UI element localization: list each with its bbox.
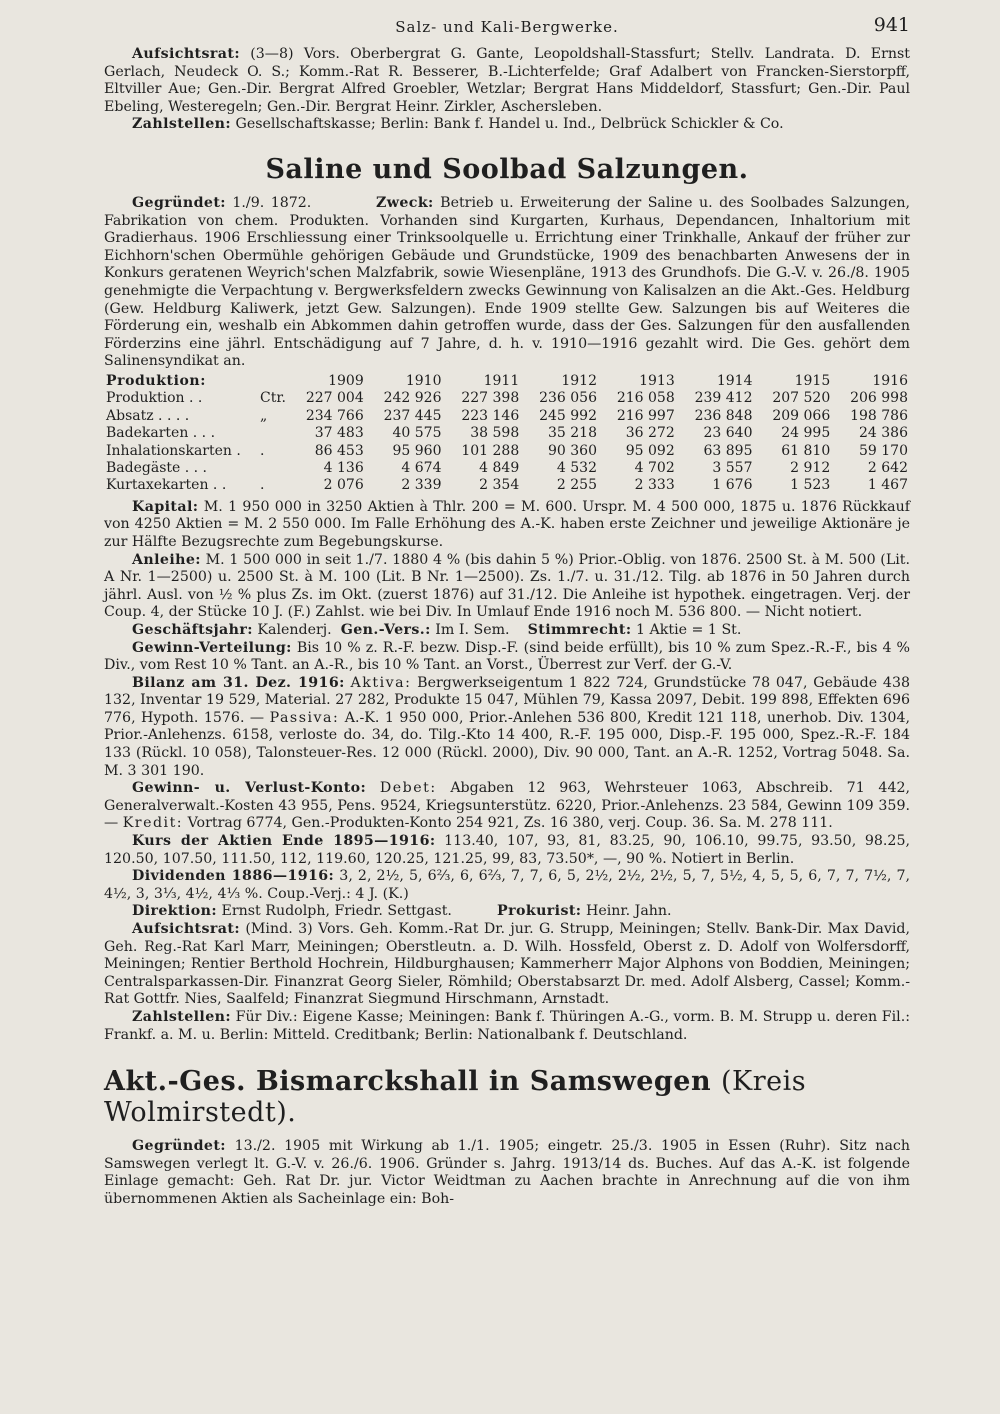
row-label: Produktion . .: [106, 390, 203, 407]
table-cell: 35 218: [548, 425, 597, 442]
table-cell: 2 255: [556, 477, 597, 494]
row-label: Badekarten . . .: [106, 425, 216, 442]
kapital-label: Kapital:: [132, 498, 199, 515]
kurs-label: Kurs der Aktien Ende 1895—1916:: [132, 833, 436, 850]
table-row: [104, 408, 910, 425]
prokurist-label: Prokurist:: [497, 903, 582, 920]
bismarck-gegruendet-paragraph: [104, 1138, 910, 1208]
table-cell: 237 445: [383, 407, 442, 424]
table-cell: 24 995: [781, 425, 831, 442]
table-cell: 36 272: [625, 425, 675, 442]
guv-paragraph: [104, 780, 910, 833]
bismarck-gegruendet-label: Gegründet:: [132, 1138, 226, 1155]
table-cell: 4 849: [479, 459, 520, 476]
table-cell: 23 640: [703, 425, 753, 442]
year-header: 1909: [328, 372, 364, 389]
anleihe-label: Anleihe:: [132, 551, 201, 568]
prev-zahlstellen-text: Gesellschaftskasse; Berlin: Bank f. Handel u. Ind., Delbrück Schickler & Co.: [235, 116, 784, 133]
zahlstellen-paragraph: [104, 1009, 910, 1044]
row-label: Absatz . . . .: [106, 407, 190, 424]
kredit-text: Vortrag 6774, Gen.-Produkten-Konto 254 921, Zs. 16 380, verj. Coup. 36. Sa. M. 278 111.: [187, 815, 833, 832]
gewinnverteilung-label: Gewinn-Verteilung:: [132, 639, 292, 656]
bilanz-label: Bilanz am 31. Dez. 1916:: [132, 674, 345, 691]
table-cell: 63 895: [703, 442, 753, 459]
table-row: [104, 425, 910, 442]
kurs-paragraph: [104, 833, 910, 868]
table-cell: 223 146: [461, 407, 520, 424]
anleihe-text: M. 1 500 000 in seit 1./7. 1880 4 % (bis dahin 5 %) Prior.-Oblig. von 1876. 2500 St. à M. 500 (Lit. A Nr. 1—2500) u. 2500 St. à M. 100 (Lit. B Nr. 1—2500). Zs. 1./7. u. 31./12. Tilg. ab 1876 in 50 Jahren durch jährl. Ausl. von ½ % plus Zs. im Okt. (zuerst 1876) auf 31./12. Die Anleihe ist hypothek. eingetragen. Verj. der Coup. 4, der Stücke 10 J. (F.) Zahlst. wie bei Div. In Umlauf Ende 1916 noch M. 536 800. — Nicht notiert.: [104, 551, 910, 621]
bismarckshall-entry: [104, 1066, 910, 1208]
table-cell: 1 676: [712, 477, 753, 494]
table-cell: 216 058: [616, 390, 675, 407]
saline-gegruendet-zweck: [104, 195, 910, 371]
table-cell: 95 092: [625, 442, 675, 459]
table-cell: 24 386: [859, 425, 908, 442]
table-cell: 2 354: [479, 477, 520, 494]
table-cell: 209 066: [772, 407, 831, 424]
table-row: [104, 443, 910, 460]
direktion-label: Direktion:: [132, 903, 217, 920]
row-unit: „: [260, 407, 268, 424]
aufsichtsrat-label: Aufsichtsrat:: [132, 921, 240, 937]
table-cell: 234 766: [305, 407, 364, 424]
row-unit: [258, 460, 288, 477]
prev-aufsichtsrat-paragraph: [104, 46, 910, 116]
table-cell: 2 333: [634, 477, 675, 494]
bismarckshall-title: [104, 1066, 910, 1128]
production-table: [104, 373, 910, 495]
table-cell: 207 520: [772, 390, 831, 407]
zahlstellen-label: Zahlstellen:: [132, 1008, 231, 1025]
production-header-row: [104, 373, 910, 390]
table-row: [104, 460, 910, 477]
kapital-text: M. 1 950 000 in 3250 Aktien à Thlr. 200 = M. 600. Urspr. M. 4 500 000, 1875 u. 1876 Rückkauf von 4250 Aktien = M. 2 550 000. Im Falle Erhöhung des A.-K. haben erste Zeichner und jeweilige Aktionäre je zur Hälfte Bezugsrechte zum Begebungskurse.: [104, 498, 910, 550]
prokurist-value: Heinr. Jahn.: [585, 903, 672, 920]
direktion-paragraph: [104, 903, 910, 921]
table-cell: 95 960: [392, 442, 442, 459]
row-label: Kurtaxekarten . .: [106, 477, 227, 494]
bismarck-gegruendet-text: 13./2. 1905 mit Wirkung ab 1./1. 1905; eingetr. 25./3. 1905 in Essen (Ruhr). Sitz nach Samswegen verlegt lt. G.-V. v. 26./6. 1906. Gründer s. Jahrg. 1913/14 ds. Buches. Auf das A.-K. ist folgende Einlage gemacht: Geh. Rat Dr. jur. Victor Weidtman zu Aachen brachte in Anrechnung auf die von ihm übernommenen Aktien als Sacheinlage ein: Boh-: [104, 1138, 910, 1207]
saline-title: Saline und Soolbad Salzungen.: [265, 153, 749, 185]
prev-aufsichtsrat-text: (3—8) Vors. Oberbergrat G. Gante, Leopoldshall-Stassfurt; Stellv. Landrata. D. Ernst Gerlach, Neudeck O. S.; Komm.-Rat R. Besserer, B.-Lichterfelde; Graf Adalbert von Francken-Sierstorpff, Eltviller Aue; Gen.-Dir. Bergrat Alfred Groebler, Wetzlar; Bergrat Hans Middeldorf, Stassfurt; Gen.-Dir. Paul Ebeling, Westeregeln; Gen.-Dir. Bergrat Heinr. Zirkler, Aschersleben.: [104, 46, 910, 115]
row-unit: Ctr.: [260, 390, 286, 407]
table-cell: 2 912: [790, 459, 831, 476]
aktiva-label: Aktiva:: [350, 674, 412, 691]
stimmrecht-label: Stimmrecht:: [527, 621, 632, 638]
dividenden-label: Dividenden 1886—1916:: [132, 868, 335, 885]
bismarckshall-title-main: Akt.-Ges. Bismarckshall in Samswegen: [104, 1066, 712, 1098]
gewinnverteilung-paragraph: [104, 640, 910, 675]
passiva-text: A.-K. 1 950 000, Prior.-Anlehen 536 800, Kredit 121 118, unerhob. Div. 1304, Prior.-Anlehenzs. 6158, verloste do. 34, do. Tilg.-Kto 14 400, R.-F. 195 000, Disp.-F. 195 000, Spez.-R.-F. 184 133 (Rückl. 10 058), Talonsteuer-Res. 12 000 (Rückl. 2000), Div. 90 000, Tant. an A.-R. 1252, Vortrag 5048. Sa. M. 3 301 190.: [104, 709, 910, 779]
table-cell: 90 360: [548, 442, 597, 459]
year-header: 1912: [561, 372, 597, 389]
table-cell: 236 056: [539, 390, 597, 407]
gewinnverteilung-text: Bis 10 % z. R.-F. bezw. Disp.-F. (sind beide erfüllt), bis 10 % zum Spez.-R.-F., bis 4 % Div., vom Rest 10 % Tant. an A.-R., bis 10 % Tant. an Vorst., Überrest zur Verf. der G.-V.: [104, 639, 910, 674]
previous-entry-tail: [104, 46, 910, 134]
table-cell: 3 557: [712, 459, 753, 476]
passiva-label: Passiva:: [269, 709, 340, 726]
table-cell: 4 674: [401, 459, 442, 476]
year-header: 1916: [872, 372, 908, 389]
table-cell: 206 998: [850, 390, 908, 407]
kurs-text: 113.40, 107, 93, 81, 83.25, 90, 106.10, 99.75, 93.50, 98.25, 120.50, 107.50, 111.50, 112, 119.60, 120.25, 121.25, 99, 83, 73.50*, —, 90 %. Notiert in Berlin.: [104, 833, 910, 867]
genvers-label: Gen.-Vers.:: [340, 621, 431, 638]
row-unit: .: [260, 477, 265, 494]
table-cell: 236 848: [694, 407, 753, 424]
year-header: 1914: [716, 372, 753, 389]
table-cell: 2 076: [323, 477, 364, 494]
debet-label: Debet:: [379, 780, 437, 797]
table-cell: 4 532: [556, 459, 597, 476]
row-label: Badegäste . . .: [106, 459, 207, 476]
row-label: Inhalationskarten .: [106, 442, 241, 459]
table-cell: 239 412: [694, 390, 753, 407]
table-cell: 2 642: [867, 459, 908, 476]
dividenden-paragraph: [104, 868, 910, 903]
table-cell: 59 170: [859, 442, 908, 459]
bilanz-paragraph: [104, 675, 910, 781]
table-row: [104, 390, 910, 407]
saline-entry: [104, 154, 910, 1044]
anleihe-paragraph: [104, 552, 910, 622]
running-header: [104, 10, 910, 46]
table-cell: 101 288: [461, 442, 520, 459]
table-cell: 86 453: [314, 442, 364, 459]
debet-text: Abgaben 12 963, Wehrsteuer 1063, Abschreib. 71 442, Generalverwalt.-Kosten 43 955, Pens. 9524, Kriegsunterstütz. 6220, Prior.-Anlehenzs. 23 584, Gewinn 109 359. —: [104, 780, 911, 832]
row-unit: .: [260, 442, 265, 459]
table-cell: 1 467: [867, 477, 908, 494]
prev-zahlstellen-label: Zahlstellen:: [132, 116, 231, 133]
table-cell: 216 997: [616, 407, 675, 424]
geschaeftsjahr-paragraph: [104, 622, 910, 640]
year-header: 1913: [639, 372, 675, 389]
production-label: Produktion:: [106, 372, 206, 389]
table-cell: 40 575: [392, 425, 442, 442]
table-cell: 38 598: [470, 425, 520, 442]
prev-zahlstellen-paragraph: [104, 116, 910, 134]
stimmrecht-value: 1 Aktie = 1 St.: [635, 621, 742, 638]
bismarckshall-title-sub: (Kreis Wolmirstedt).: [104, 1066, 807, 1129]
aufsichtsrat-text: (Mind. 3) Vors. Geh. Komm.-Rat Dr. jur. G. Strupp, Meiningen; Stellv. Bank-Dir. Max David, Geh. Reg.-Rat Karl Marr, Meiningen; Oberstleutn. a. D. Wilh. Hossfeld, Oberst z. D. Adolf von Wolfersdorff, Meiningen; Rentier Berthold Hochrein, Hildburghausen; Kammerherr Major Alphons von Boddien, Meiningen; Centralsparkassen-Dir. Finanzrat Georg Sieler, Römhild; Oberstabsarzt Dr. med. Adolf Alsberg, Cassel; Komm.-Rat Gottfr. Nies, Saalfeld; Finanzrat Siegmund Hirschmann, Arnstadt.: [104, 921, 910, 1008]
zahlstellen-text: Für Div.: Eigene Kasse; Meiningen: Bank f. Thüringen A.-G., vorm. B. M. Strupp u. deren Fil.: Frankf. a. M. u. Berlin: Mitteld. Creditbank; Berlin: Nationalbank f. Deutschland.: [104, 1008, 910, 1043]
table-row: [104, 477, 910, 494]
table-cell: 4 136: [323, 459, 364, 476]
table-cell: 2 339: [401, 477, 442, 494]
table-cell: 227 004: [305, 390, 364, 407]
row-unit: [258, 425, 288, 442]
aktiva-text: Bergwerkseigentum 1 822 724, Grundstücke 78 047, Gebäude 438 132, Inventar 19 529, Material. 27 282, Produkte 15 047, Mühlen 79, Kassa 2097, Debit. 199 898, Effekten 696 776, Hypoth. 1576. —: [104, 674, 911, 726]
table-cell: 198 786: [850, 407, 908, 424]
year-header: 1911: [483, 372, 520, 389]
running-title: Salz- und Kali-Bergwerke.: [395, 18, 619, 36]
kapital-paragraph: [104, 499, 910, 552]
table-cell: 245 992: [539, 407, 597, 424]
geschaeftsjahr-value: Kalenderj.: [257, 621, 332, 638]
table-cell: 61 810: [781, 442, 831, 459]
guv-label: Gewinn- u. Verlust-Konto:: [132, 780, 367, 797]
gegruendet-value: 1./9. 1872.: [232, 194, 312, 211]
genvers-value: Im I. Sem.: [435, 621, 510, 638]
table-cell: 1 523: [790, 477, 831, 494]
prev-aufsichtsrat-label: Aufsichtsrat:: [132, 46, 240, 62]
table-cell: 4 702: [634, 459, 675, 476]
dividenden-text: 3, 2, 2½, 5, 6⅔, 6, 6⅔, 7, 7, 6, 5, 2½, 2½, 2½, 5, 7, 5½, 4, 5, 5, 6, 7, 7, 7½, 7, 4½, 3, 3⅓, 4½, 4⅓ %. Coup.-Verj.: 4 J. (K.): [104, 868, 911, 902]
gegruendet-label: Gegründet:: [132, 194, 226, 211]
year-header: 1910: [405, 372, 442, 389]
zweck-text: Betrieb u. Erweiterung der Saline u. des Soolbades Salzungen, Fabrikation von chem. Produkten. Vorhanden sind Kurgarten, Kurhaus, Dependancen, Inhaltorium mit Gradierhaus. 1906 Erschliessung einer Trinksoolquelle u. Errichtung einer Trinkhalle, Ankauf der früher zur Eichhorn'schen Obermühle gehörigen Gebäude und Grundstücke, 1909 des benachbarten Anwesens der in Konkurs geratenen Weyrich'schen Malzfabrik, sowie Wiesenpläne, 1913 des Grundhofs. Die G.-V. v. 26./8. 1905 genehmigte die Verpachtung v. Bergwerksfeldern zwecks Gewinnung von Kalisalzen an die Akt.-Ges. Heldburg (Gew. Heldburg Kaliwerk, jetzt Gew. Salzungen). Ende 1909 stellte Gew. Salzungen bis auf Weiteres die Förderung ein, weshalb ein Abkommen dahin getroffen wurde, dass der Ges. Salzungen für den ausfallenden Förderzins eine jährl. Entschädigung auf 7 Jahre, d. h. v. 1910—1916 gezahlt wird. Die Ges. gehört dem Salinensyndikat an.: [104, 194, 910, 370]
aufsichtsrat-paragraph: [104, 921, 910, 1009]
table-cell: 37 483: [314, 425, 364, 442]
zweck-label: Zweck:: [375, 194, 434, 211]
table-cell: 227 398: [461, 390, 520, 407]
table-cell: 242 926: [383, 390, 442, 407]
kredit-label: Kredit:: [122, 815, 184, 832]
geschaeftsjahr-label: Geschäftsjahr:: [132, 621, 253, 638]
direktion-value: Ernst Rudolph, Friedr. Settgast.: [221, 903, 452, 920]
year-header: 1915: [794, 372, 831, 389]
page-number: 941: [873, 14, 910, 36]
